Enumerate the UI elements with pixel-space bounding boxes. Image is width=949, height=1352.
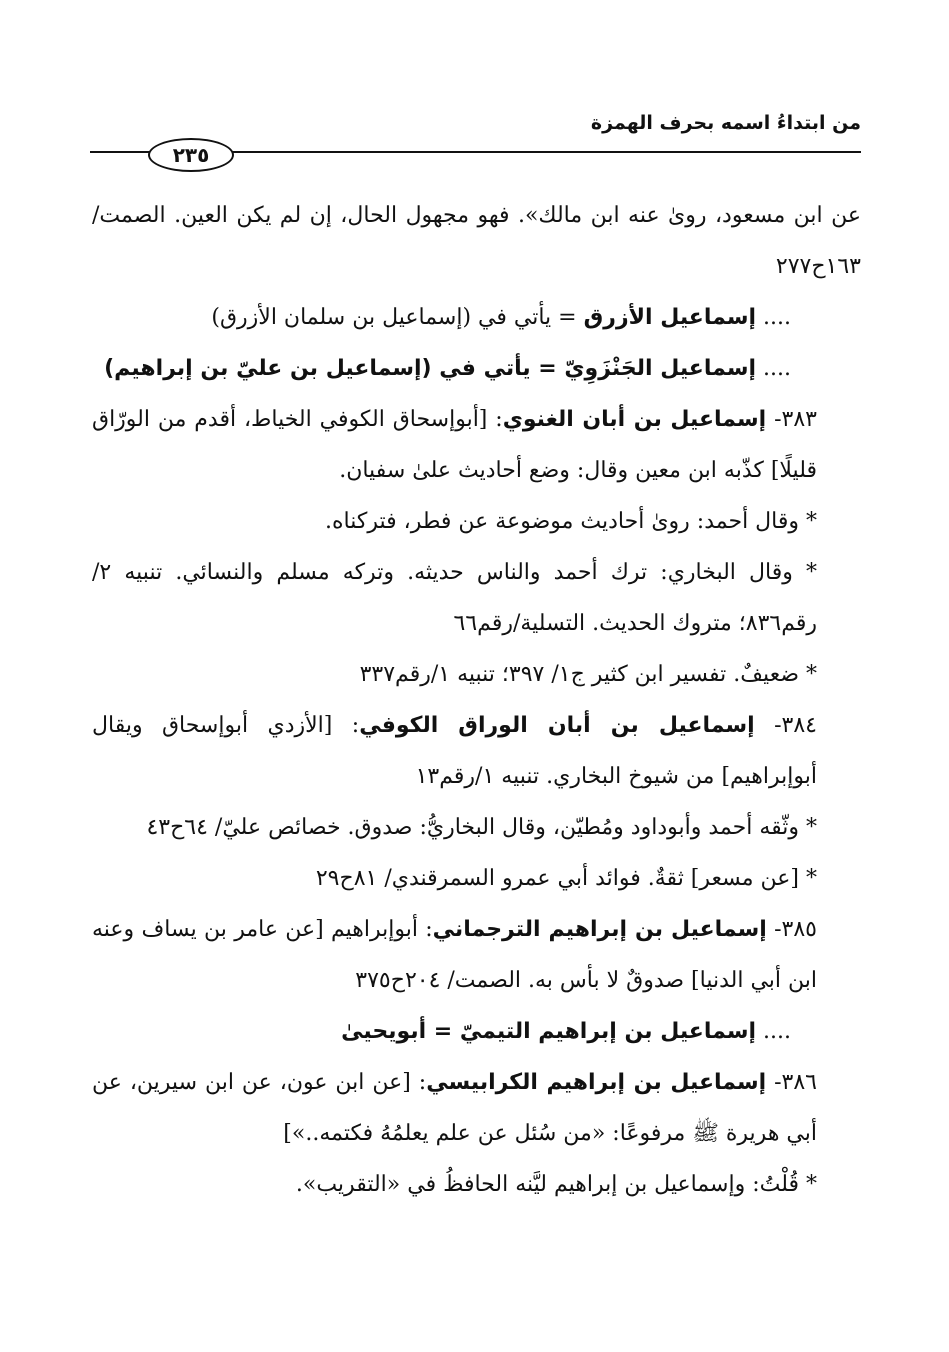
text-run: : [الأزدي أبوإسحاق ويقال أبوإبراهيم] من شيوخ البخاري. تنبيه ١/رقم١٣ — [92, 713, 817, 789]
running-header: من ابتداءُ اسمه بحرف الهمزة — [590, 112, 861, 134]
text-run: .... — [756, 1019, 791, 1044]
text-run: * ضعيفٌ. تفسير ابن كثير ج١/ ٣٩٧؛ تنبيه ١/رقم٣٣٧ — [359, 662, 817, 687]
narrator-name: إسماعيل بن أبان الغنوي — [502, 407, 767, 432]
text-run: : [عن ابن عون، عن ابن سيرين، عن أبي هريرة ﷺ مرفوعًا: «من سُئل عن علم يعلمُهُ فكتمه..»] — [92, 1070, 817, 1146]
body-text — [92, 190, 861, 1210]
narrator-name: إسماعيل بن إبراهيم الترجماني — [432, 917, 767, 942]
paragraph — [92, 190, 861, 292]
entry-385 — [92, 904, 861, 1006]
entry-386 — [92, 1057, 861, 1159]
note — [92, 1159, 861, 1210]
note — [92, 853, 861, 904]
narrator-name: إسماعيل الأزرق — [583, 305, 757, 330]
text-run: : [أبوإسحاق الكوفي الخياط، أقدم من الورّاق قليلًا] كذّبه ابن معين وقال: وضع أحاديث علىٰ سفيان. — [92, 407, 817, 483]
narrator-name: إسماعيل الجَنْزَوِيّ = يأتي في (إسماعيل بن عليّ بن إبراهيم) — [104, 356, 757, 381]
text-run: * وثّقه أحمد وأبوداود ومُطيّن، وقال البخاريُّ: صدوق. خصائص عليّ/ ٦٤ح٤٣ — [146, 815, 817, 840]
note — [92, 547, 861, 649]
text-run: .... — [756, 305, 791, 330]
entry-383 — [92, 394, 861, 496]
text-run: = يأتي في (إسماعيل بن سلمان الأزرق) — [211, 305, 584, 330]
text-run: : أبوإبراهيم [عن عامر بن يساف وعنه ابن أبي الدنيا] صدوقٌ لا بأس به. الصمت/ ٢٠٤ح٣٧٥ — [92, 917, 817, 993]
text-run: ٣٨٣- — [766, 407, 817, 432]
narrator-name: إسماعيل بن أبان الوراق الكوفي — [359, 713, 755, 738]
note — [92, 496, 861, 547]
narrator-name: إسماعيل بن إبراهيم الكرابيسي — [426, 1070, 767, 1095]
cross-reference — [92, 292, 861, 343]
entry-384 — [92, 700, 861, 802]
narrator-name: إسماعيل بن إبراهيم التيميّ = أبويحيىٰ — [341, 1019, 757, 1044]
note — [92, 802, 861, 853]
text-run: .... — [756, 356, 791, 381]
note — [92, 649, 861, 700]
text-run: * وقال البخاري: ترك أحمد والناس حديثه. وتركه مسلم والنسائي. تنبيه ٢/رقم٨٣٦؛ متروك الحديث. التسلية/رقم٦٦ — [92, 560, 817, 636]
cross-reference — [92, 343, 861, 394]
text-run: عن ابن مسعود، رویٰ عنه ابن مالك». فهو مجهول الحال، إن لم يكن العين. الصمت/ ١٦٣ح٢٧٧ — [92, 203, 861, 279]
text-run: * قُلْتُ: وإسماعيل بن إبراهيم ليَّنه الحافظُ في «التقريب». — [295, 1172, 817, 1197]
cross-reference — [92, 1006, 861, 1057]
text-run: ٣٨٤- — [754, 713, 817, 738]
text-run: ٣٨٥- — [766, 917, 817, 942]
text-run: * وقال أحمد: رویٰ أحاديث موضوعة عن فطر، فتركناه. — [325, 509, 817, 534]
text-run: ٣٨٦- — [766, 1070, 817, 1095]
page-number: ٢٣٥ — [148, 138, 234, 172]
text-run: * [عن مسعر] ثقةٌ. فوائد أبي عمرو السمرقندي/ ٨١ح٢٩ — [315, 866, 817, 891]
